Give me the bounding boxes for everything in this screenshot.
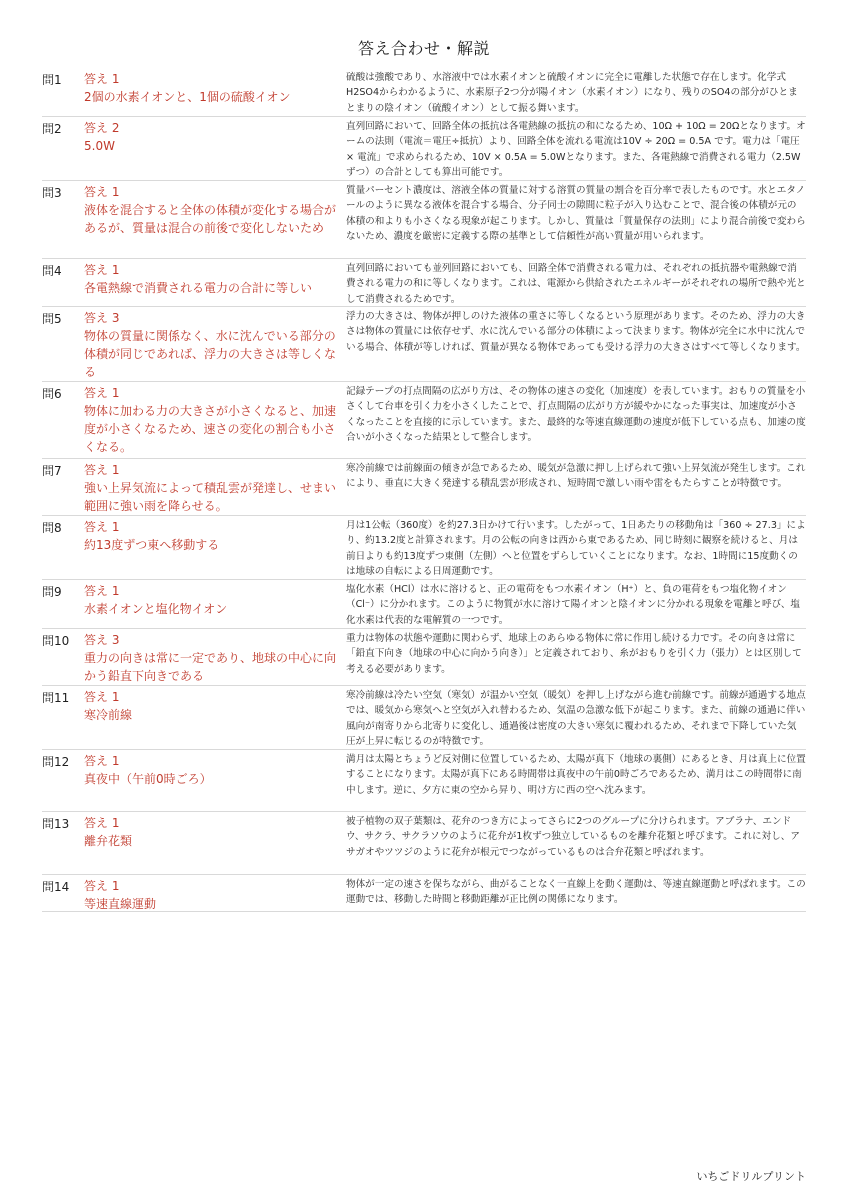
answer-cell bbox=[84, 812, 346, 850]
answer-text: 等速直線運動 bbox=[84, 897, 157, 911]
answer-label: 答え 1 bbox=[84, 690, 120, 704]
answer-row-14 bbox=[42, 875, 806, 912]
explanation-text: 硫酸は強酸であり、水溶液中では水素イオンと硫酸イオンに完全に電離した状態で存在します。化学式H2SO4からわかるように、水素原子2つ分が陽イオン（水素イオン）になり、残りのSO4の部分がひとまとまりの陰イオン（硫酸イオン）として振る舞います。 bbox=[346, 72, 798, 114]
answer-label: 答え 1 bbox=[84, 816, 120, 830]
answer-text: 寒冷前線 bbox=[84, 708, 133, 722]
answer-cell bbox=[84, 516, 346, 554]
answer-label: 答え 1 bbox=[84, 520, 120, 534]
answer-label: 答え 2 bbox=[84, 121, 120, 135]
answer-label: 答え 1 bbox=[84, 463, 120, 477]
answer-label: 答え 3 bbox=[84, 311, 120, 325]
answer-label: 答え 1 bbox=[84, 386, 120, 400]
explanation-text: 浮力の大きさは、物体が押しのけた液体の重さに等しくなるという原理があります。そのため、浮力の大きさは物体の質量には依存せず、水に沈んでいる部分の体積によって決まります。物体が完全に水中に沈んでいる場合、体積が等しければ、質量が異なる物体であっても受ける浮力の大きさはすべて等しくなります。 bbox=[346, 311, 806, 353]
answer-text: 水素イオンと塩化物イオン bbox=[84, 602, 228, 616]
answer-text: 強い上昇気流によって積乱雲が発達し、せまい範囲に強い雨を降らせる。 bbox=[84, 481, 337, 513]
answer-text: 約13度ずつ東へ移動する bbox=[84, 538, 220, 552]
question-number: 問4 bbox=[42, 264, 62, 278]
answer-row-12 bbox=[42, 750, 806, 812]
answer-row-1 bbox=[42, 68, 806, 117]
answer-text: 物体に加わる力の大きさが小さくなると、加速度が小さくなるため、速さの変化の割合も小さくなる。 bbox=[84, 404, 337, 454]
answer-row-3 bbox=[42, 181, 806, 259]
explanation-text: 寒冷前線では前線面の傾きが急であるため、暖気が急激に押し上げられて強い上昇気流が発生します。これにより、垂直に大きく発達する積乱雲が形成され、短時間で激しい雨や雷をもたらすことが特徴です。 bbox=[346, 463, 806, 490]
answer-row-10 bbox=[42, 629, 806, 686]
question-number: 問7 bbox=[42, 464, 62, 478]
answer-text: 物体の質量に関係なく、水に沈んでいる部分の体積が同じであれば、浮力の大きさは等しくなる bbox=[84, 329, 337, 379]
answer-cell bbox=[84, 181, 346, 237]
answer-cell bbox=[84, 580, 346, 618]
answer-row-6 bbox=[42, 382, 806, 459]
explanation-text: 直列回路においても並列回路においても、回路全体で消費される電力は、それぞれの抵抗器や電熱線で消費される電力の和に等しくなります。これは、電源から供給されたエネルギーがそれぞれの場所で熱や光として消費されるためです。 bbox=[346, 263, 806, 305]
explanation-text: 物体が一定の速さを保ちながら、曲がることなく一直線上を動く運動は、等速直線運動と呼ばれます。この運動では、移動した時間と移動距離が正比例の関係になります。 bbox=[346, 879, 806, 906]
answer-cell bbox=[84, 117, 346, 155]
footer-brand: いちごドリルプリント bbox=[696, 1170, 806, 1183]
question-number: 問8 bbox=[42, 521, 62, 535]
explanation-text: 直列回路において、回路全体の抵抗は各電熱線の抵抗の和になるため、10Ω + 10Ω = 20Ωとなります。オームの法則（電流＝電圧÷抵抗）より、回路全体を流れる電流は10V ÷ 20Ω = 0.5A です。電力は「電圧 × 電流」で求められるため、10V × 0.5A = 5.0Wとなります。また、各電熱線で消費される電力（2.5Wずつ）の合計としても算出可能です。 bbox=[346, 121, 806, 179]
answer-row-8 bbox=[42, 516, 806, 580]
answer-row-9 bbox=[42, 580, 806, 629]
answer-label: 答え 1 bbox=[84, 72, 120, 86]
question-number: 問9 bbox=[42, 585, 62, 599]
answer-label: 答え 1 bbox=[84, 584, 120, 598]
explanation-text: 記録テープの打点間隔の広がり方は、その物体の速さの変化（加速度）を表しています。おもりの質量を小さくして台車を引く力を小さくしたことで、打点間隔の広がり方が緩やかになった事実は、加速度が小さくなったことを直接的に示しています。また、最終的な等速直線運動の速度が低下している点も、加速の度合いが小さくなった結果として整合します。 bbox=[346, 386, 806, 444]
answer-text: 2個の水素イオンと、1個の硫酸イオン bbox=[84, 90, 291, 104]
answer-cell bbox=[84, 307, 346, 381]
question-number: 問2 bbox=[42, 122, 62, 136]
answer-row-13 bbox=[42, 812, 806, 875]
answer-cell bbox=[84, 459, 346, 515]
answer-label: 答え 1 bbox=[84, 263, 120, 277]
explanation-text: 塩化水素（HCl）は水に溶けると、正の電荷をもつ水素イオン（H⁺）と、負の電荷をもつ塩化物イオン（Cl⁻）に分かれます。このように物質が水に溶けて陽イオンと陰イオンに分かれる現象を電離と呼び、塩化水素は代表的な電解質の一つです。 bbox=[346, 584, 801, 626]
answer-cell bbox=[84, 68, 346, 106]
answer-text: 真夜中（午前0時ごろ） bbox=[84, 772, 212, 786]
answer-row-4 bbox=[42, 259, 806, 307]
answer-cell bbox=[84, 686, 346, 724]
question-number: 問10 bbox=[42, 634, 70, 648]
explanation-text: 寒冷前線は冷たい空気（寒気）が温かい空気（暖気）を押し上げながら進む前線です。前線が通過する地点では、暖気から寒気へと空気が入れ替わるため、気温の急激な低下が起こります。また、前線の通過に伴い風向が南寄りから北寄りに変化し、通過後は密度の大きい寒気に覆われるため、それまで下降していた気圧が上昇に転じるのが特徴です。 bbox=[346, 690, 806, 748]
answer-cell bbox=[84, 875, 346, 913]
answer-label: 答え 1 bbox=[84, 754, 120, 768]
explanation-text: 被子植物の双子葉類は、花弁のつき方によってさらに2つのグループに分けられます。アブラナ、エンドウ、サクラ、サクラソウのように花弁が1枚ずつ独立しているものを離弁花類と呼びます。これに対し、アサガオやツツジのように花弁が根元でつながっているものは合弁花類と呼ばれます。 bbox=[346, 816, 800, 858]
question-number: 問5 bbox=[42, 312, 62, 326]
explanation-text: 満月は太陽とちょうど反対側に位置しているため、太陽が真下（地球の裏側）にあるとき、月は真上に位置することになります。太陽が真下にある時間帯は真夜中の午前0時ごろであるため、満月はこの時間帯に南中します。逆に、夕方に東の空から昇り、明け方に西の空へ沈みます。 bbox=[346, 754, 806, 796]
answer-row-7 bbox=[42, 459, 806, 516]
question-number: 問11 bbox=[42, 691, 70, 705]
question-number: 問3 bbox=[42, 186, 62, 200]
answer-cell bbox=[84, 382, 346, 456]
answer-label: 答え 1 bbox=[84, 185, 120, 199]
answer-text: 5.0W bbox=[84, 139, 115, 153]
explanation-text: 重力は物体の状態や運動に関わらず、地球上のあらゆる物体に常に作用し続ける力です。その向きは常に「鉛直下向き（地球の中心に向かう向き）」と定義されており、糸がおもりを引く力（張力）とは区別して考える必要があります。 bbox=[346, 633, 802, 675]
answer-label: 答え 3 bbox=[84, 633, 120, 647]
answer-text: 液体を混合すると全体の体積が変化する場合があるが、質量は混合の前後で変化しないため bbox=[84, 203, 337, 235]
question-number: 問1 bbox=[42, 73, 62, 87]
answer-text: 離弁花類 bbox=[84, 834, 133, 848]
answer-cell bbox=[84, 259, 346, 297]
answer-cell bbox=[84, 750, 346, 788]
answer-table bbox=[42, 68, 806, 912]
question-number: 問14 bbox=[42, 880, 70, 894]
explanation-text: 質量パーセント濃度は、溶液全体の質量に対する溶質の質量の割合を百分率で表したものです。水とエタノールのように異なる液体を混合する場合、分子同士の隙間に粒子が入り込むことで、混合後の体積が元の体積の和よりも小さくなる現象が起こります。しかし、質量は「質量保存の法則」により混合前後で変わらないため、濃度を厳密に定義する際の基準として信頼性が高い質量が用いられます。 bbox=[346, 185, 806, 243]
answer-row-11 bbox=[42, 686, 806, 750]
answer-cell bbox=[84, 629, 346, 685]
page-title: 答え合わせ・解説 bbox=[357, 39, 490, 58]
question-number: 問6 bbox=[42, 387, 62, 401]
answer-text: 各電熱線で消費される電力の合計に等しい bbox=[84, 281, 313, 295]
answer-row-5 bbox=[42, 307, 806, 382]
question-number: 問12 bbox=[42, 755, 70, 769]
answer-text: 重力の向きは常に一定であり、地球の中心に向かう鉛直下向きである bbox=[84, 651, 337, 683]
answer-row-2 bbox=[42, 117, 806, 181]
question-number: 問13 bbox=[42, 817, 70, 831]
answer-label: 答え 1 bbox=[84, 879, 120, 893]
explanation-text: 月は1公転（360度）を約27.3日かけて行います。したがって、1日あたりの移動角は「360 ÷ 27.3」により、約13.2度と計算されます。月の公転の向きは西から東であるため、同じ時刻に観察を続けると、月は前日よりも約13度ずつ東側（左側）へと位置をずらしていくことになります。なお、1時間に15度動くのは地球の自転による日周運動です。 bbox=[346, 520, 806, 578]
